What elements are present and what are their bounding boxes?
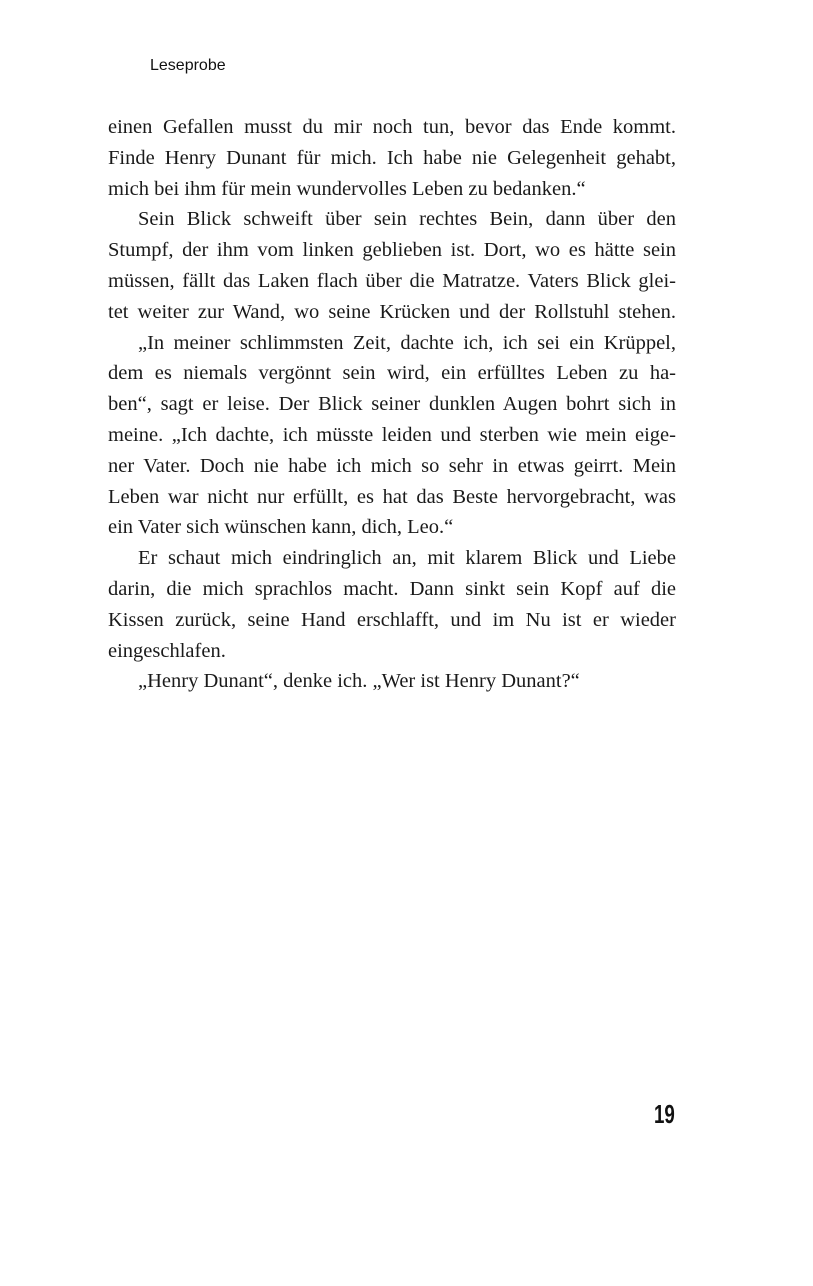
- text-line: „In meiner schlimmsten Zeit, dachte ich, ich sei ein Krüppel,: [138, 331, 676, 354]
- text-line: darin, die mich sprachlos macht. Dann sinkt sein Kopf auf die: [108, 577, 676, 600]
- text-line: Kissen zurück, seine Hand erschlafft, und im Nu ist er wieder: [108, 608, 676, 631]
- text-line: ner Vater. Doch nie habe ich mich so sehr in etwas geirrt. Mein: [108, 454, 676, 477]
- paragraph: [108, 328, 676, 544]
- text-line: dem es niemals vergönnt sein wird, ein erfülltes Leben zu ha-: [108, 362, 676, 385]
- text-line: Er schaut mich eindringlich an, mit klarem Blick und Liebe: [138, 547, 676, 570]
- text-line: „Henry Dunant“, denke ich. „Wer ist Henry Dunant?“: [138, 670, 580, 693]
- text-line: Sein Blick schweift über sein rechtes Bein, dann über den: [138, 208, 676, 231]
- text-line: mich bei ihm für mein wundervolles Leben zu bedanken.“: [108, 177, 586, 200]
- paragraph: [108, 204, 676, 327]
- body-text: [108, 112, 676, 697]
- text-line: tet weiter zur Wand, wo seine Krücken und der Rollstuhl stehen.: [108, 300, 676, 323]
- page-number: 19: [654, 1099, 675, 1129]
- text-line: einen Gefallen musst du mir noch tun, bevor das Ende kommt.: [108, 116, 676, 138]
- text-line: Leben war nicht nur erfüllt, es hat das Beste hervorgebracht, was: [108, 485, 676, 508]
- running-header: Leseprobe: [150, 57, 226, 74]
- paragraph: [108, 543, 676, 666]
- text-line: ben“, sagt er leise. Der Blick seiner dunklen Augen bohrt sich in: [108, 393, 676, 416]
- text-line: eingeschlafen.: [108, 639, 226, 662]
- paragraph: [108, 666, 676, 697]
- paragraph: [108, 112, 676, 204]
- text-line: müssen, fällt das Laken flach über die Matratze. Vaters Blick glei-: [108, 269, 676, 292]
- text-line: Stumpf, der ihm vom linken geblieben ist. Dort, wo es hätte sein: [108, 239, 676, 262]
- text-line: ein Vater sich wünschen kann, dich, Leo.“: [108, 516, 454, 539]
- text-line: meine. „Ich dachte, ich müsste leiden und sterben wie mein eige-: [108, 423, 676, 446]
- text-line: Finde Henry Dunant für mich. Ich habe nie Gelegenheit gehabt,: [108, 146, 676, 169]
